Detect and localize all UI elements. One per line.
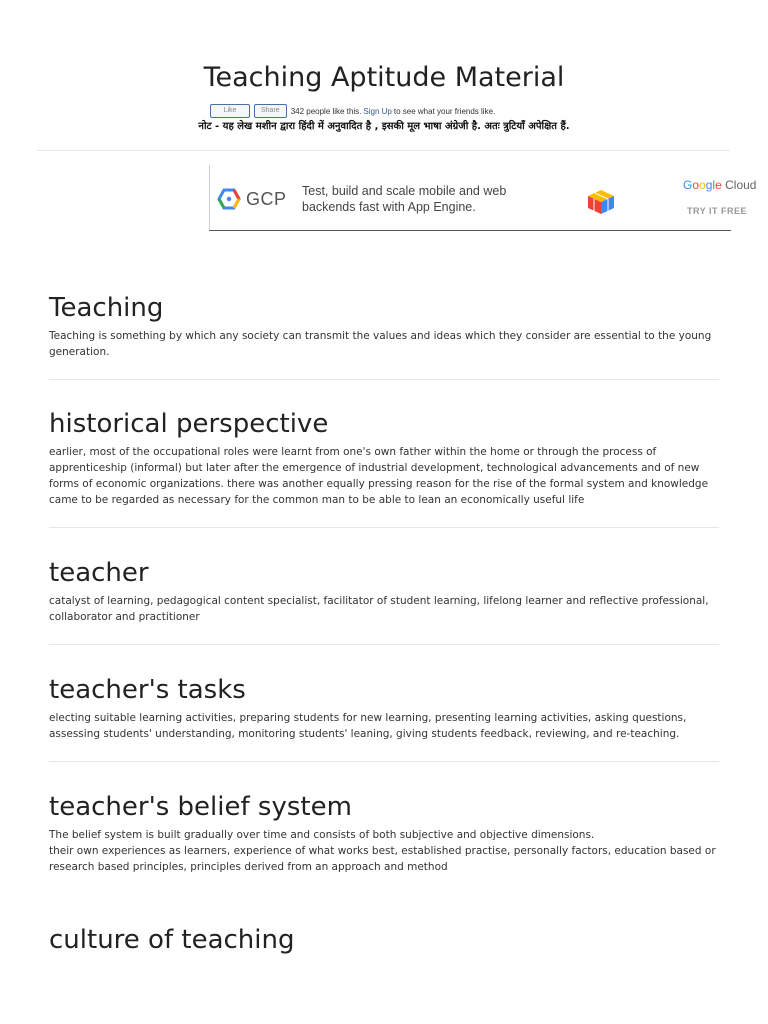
section-teaching — [49, 292, 719, 360]
section-heading: teacher — [49, 558, 149, 588]
app-engine-cube-icon — [587, 189, 615, 215]
section-heading: culture of teaching — [49, 925, 295, 955]
social-bar — [210, 104, 495, 118]
section-paragraph: catalyst of learning, pedagogical content specialist, facilitator of student learning, lifelong learner and reflective professional, collaborator and practitioner — [49, 595, 709, 623]
signup-suffix: to see what your friends like. — [393, 106, 496, 116]
section-teachers-belief-system — [49, 791, 719, 875]
section-historical-perspective — [49, 408, 719, 508]
like-count-text: 342 people like this. — [290, 106, 362, 116]
section-paragraph: Teaching is something by which any society can transmit the values and ideas which they consider are essential to the young generation. — [49, 330, 712, 358]
section-divider — [49, 644, 719, 645]
share-button[interactable]: Share — [254, 104, 287, 118]
section-culture-of-teaching — [49, 924, 719, 956]
try-it-free-button[interactable]: TRY IT FREE — [687, 206, 748, 216]
section-paragraph: The belief system is built gradually over time and consists of both subjective and objective dimensions. — [49, 829, 595, 841]
section-paragraph: their own experiences as learners, experience of what works best, established practise, personally factors, education based or research based principles, principles derived from an approach and method — [49, 845, 716, 873]
gcp-brand: GCP — [246, 189, 287, 209]
google-cloud-logo: Google Cloud — [683, 178, 757, 192]
section-paragraph: earlier, most of the occupational roles were learnt from one's own father within the home or through the process of apprenticeship (informal) but later after the emergence of industrial development, technological advancements and of new forms of economic organizations. there was another equally pressing reason for the rise of the formal system and knowledge came to be regarded as necessary for the common man to be able to lean an economically useful life — [49, 446, 709, 506]
section-heading: teacher's belief system — [49, 792, 352, 822]
page-title: Teaching Aptitude Material — [203, 62, 565, 93]
section-teachers-tasks — [49, 674, 719, 742]
section-teacher — [49, 557, 719, 625]
gcp-hexagon-icon — [218, 189, 240, 209]
header-divider — [37, 150, 730, 151]
section-paragraph: electing suitable learning activities, preparing students for new learning, presenting learning activities, asking questions, assessing students' understanding, monitoring students' leaning, giving students feedback, reviewing, and re-teaching. — [49, 712, 687, 740]
ad-banner[interactable] — [209, 165, 757, 231]
section-heading: teacher's tasks — [49, 675, 246, 705]
signup-link[interactable]: Sign Up — [363, 106, 392, 116]
like-button[interactable]: Like — [210, 104, 250, 118]
section-divider — [49, 761, 719, 762]
ad-copy: Test, build and scale mobile and web backends fast with App Engine. — [302, 184, 507, 214]
section-heading: Teaching — [49, 293, 164, 323]
section-divider — [49, 527, 719, 528]
section-heading: historical perspective — [49, 409, 329, 439]
section-divider — [49, 379, 719, 380]
translation-note: नोट - यह लेख मशीन द्वारा हिंदी में अनुवादित है , इसकी मूल भाषा अंग्रेजी है. अतः त्रुटियाँ अपेक्षित हैं. — [198, 121, 570, 132]
